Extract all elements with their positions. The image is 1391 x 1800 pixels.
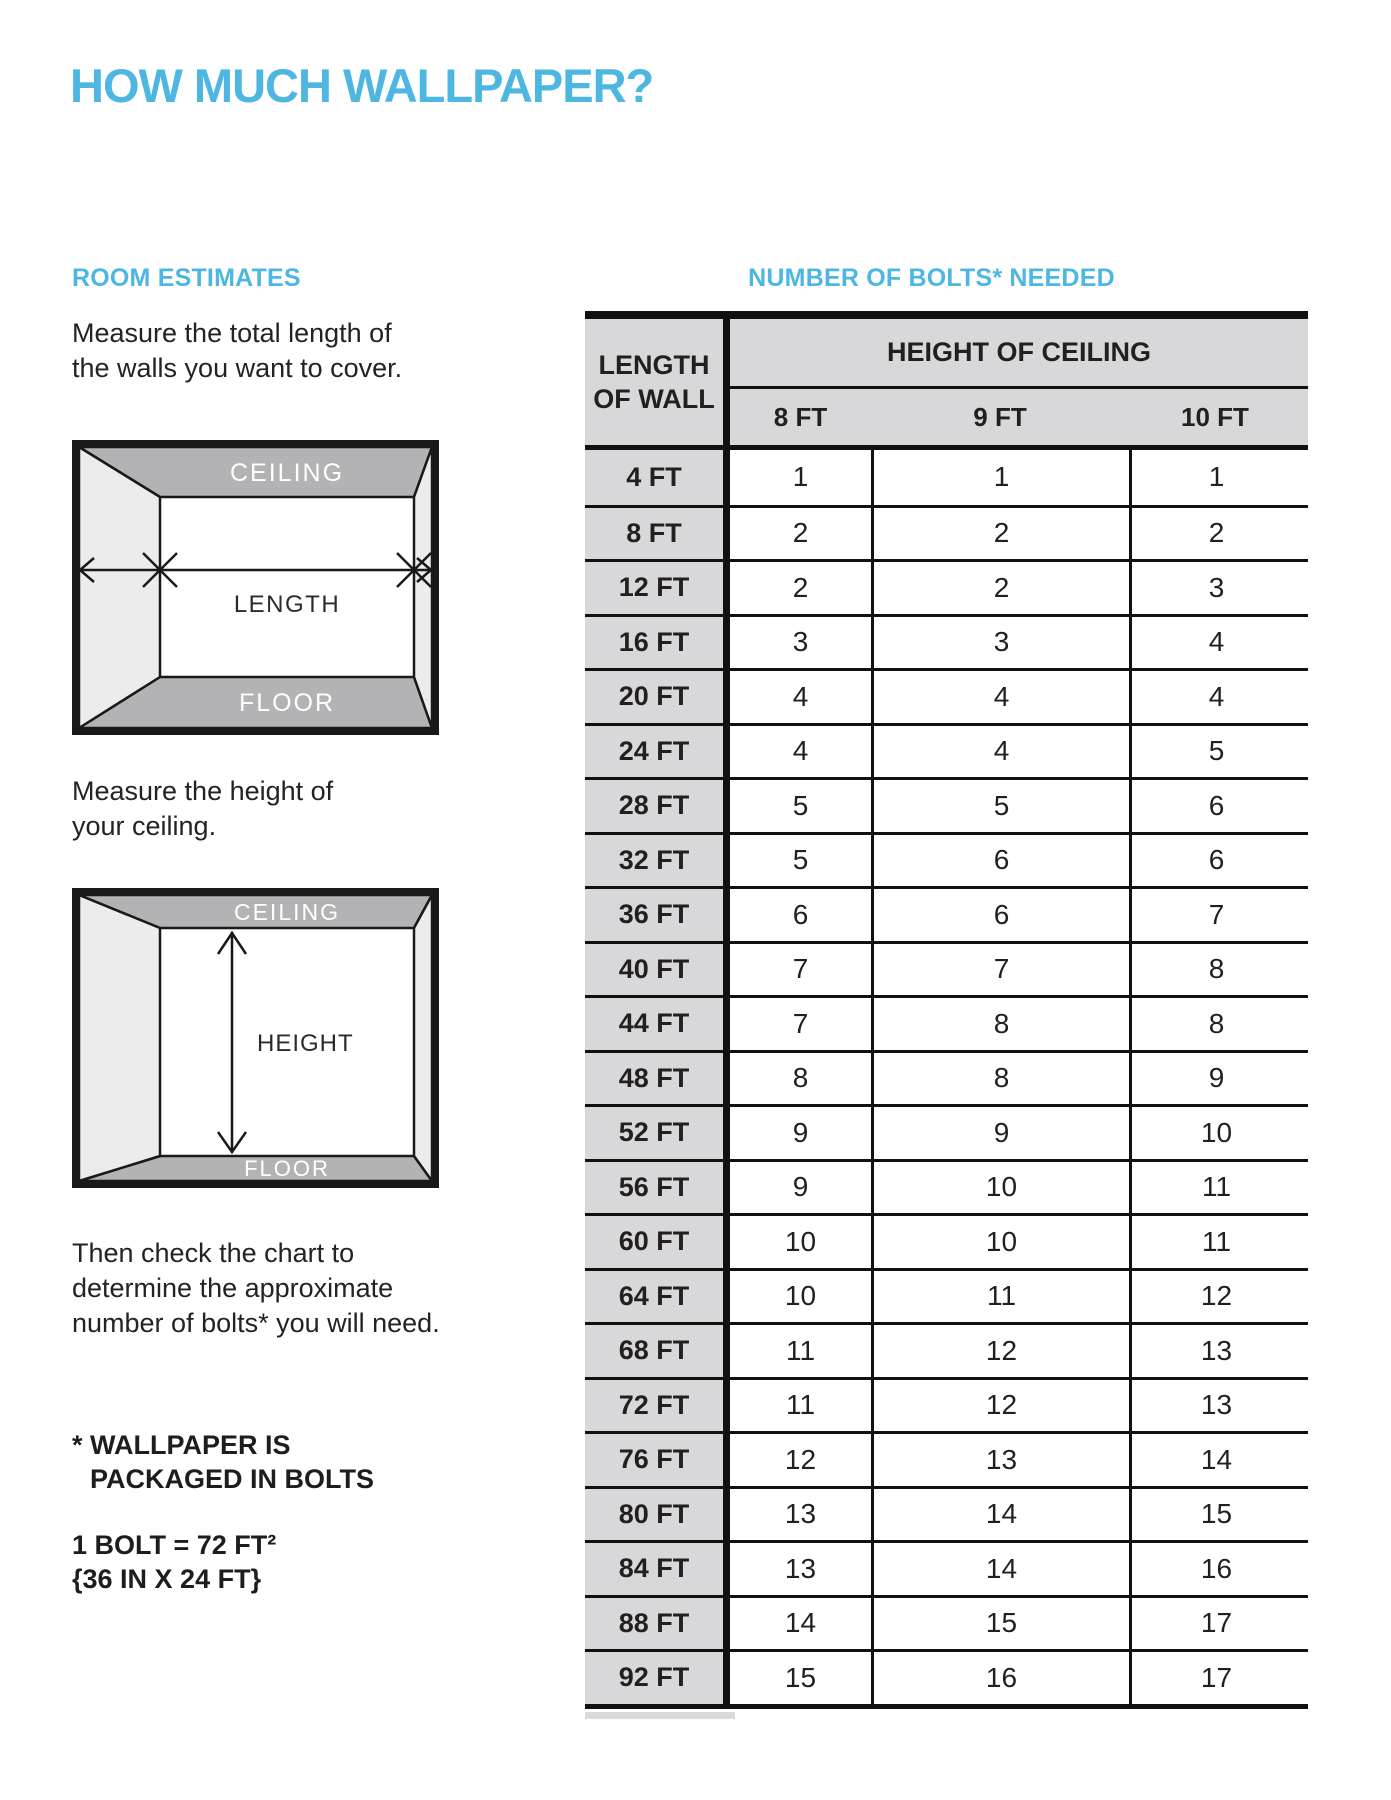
page-title: HOW MUCH WALLPAPER? [70,59,654,112]
bolts-value-cell-9ft: 13 [871,1434,1129,1486]
table-row [585,505,1308,560]
bolts-value-cell-10ft: 11 [1129,1162,1301,1214]
bolts-value-cell-8ft: 13 [730,1489,871,1541]
wall-length-cell: 80 FT [585,1489,730,1541]
bolts-footnote [72,1428,374,1496]
table-row [585,1540,1308,1595]
table-row [585,1649,1308,1704]
bolts-value-cell-9ft: 8 [871,1053,1129,1105]
length-label: LENGTH [233,591,341,618]
paragraph-line: Measure the height of [72,776,334,806]
bolts-value-cell-9ft: 4 [871,671,1129,723]
bolts-value-cell-9ft: 6 [871,835,1129,887]
bolts-value-cell-10ft: 12 [1129,1271,1301,1323]
bolts-value-cell-9ft: 15 [871,1598,1129,1650]
ceiling-label: CEILING [229,459,345,487]
bolts-value-cell-10ft: 13 [1129,1325,1301,1377]
height-of-ceiling-header: HEIGHT OF CEILING [730,319,1308,389]
wall-length-cell: 4 FT [585,450,730,505]
table-row [585,1595,1308,1650]
wall-length-cell: 40 FT [585,944,730,996]
bolts-value-cell-10ft: 3 [1129,562,1301,614]
bolts-value-cell-10ft: 16 [1129,1543,1301,1595]
bolts-value-cell-10ft: 8 [1129,998,1301,1050]
table-row [585,1486,1308,1541]
bolts-value-cell-9ft: 6 [871,889,1129,941]
bolts-value-cell-9ft: 7 [871,944,1129,996]
room-estimates-heading: ROOM ESTIMATES [72,264,301,292]
table-row [585,1050,1308,1105]
table-row [585,1322,1308,1377]
measure-height-paragraph [72,774,333,844]
bolts-value-cell-9ft: 16 [871,1652,1129,1704]
header-line: LENGTH [598,350,710,380]
bolts-value-cell-9ft: 9 [871,1107,1129,1159]
room-height-diagram [72,888,439,1193]
paragraph-line: number of bolts* you will need. [72,1308,440,1338]
bolts-value-cell-8ft: 8 [730,1053,871,1105]
bolts-value-cell-8ft: 7 [730,998,871,1050]
bolts-value-cell-8ft: 11 [730,1380,871,1432]
wall-length-cell: 56 FT [585,1162,730,1214]
bolts-value-cell-8ft: 10 [730,1271,871,1323]
bolt-size-line: 1 BOLT = 72 FT² [72,1530,277,1560]
room-length-illustration [72,440,439,735]
wall-length-cell: 72 FT [585,1380,730,1432]
bolts-value-cell-8ft: 9 [730,1162,871,1214]
table-row [585,1431,1308,1486]
ceiling-header-group [730,319,1308,445]
bolts-value-cell-10ft: 2 [1129,508,1301,560]
wall-length-cell: 8 FT [585,508,730,560]
wall-length-cell: 68 FT [585,1325,730,1377]
bolts-value-cell-8ft: 11 [730,1325,871,1377]
bolts-value-cell-8ft: 5 [730,835,871,887]
left-wall-panel [79,895,160,1181]
wall-length-cell: 64 FT [585,1271,730,1323]
ceiling-label: CEILING [233,899,341,925]
table-row [585,886,1308,941]
height-label: HEIGHT [257,1030,354,1057]
table-row [585,1268,1308,1323]
table-row [585,995,1308,1050]
wall-length-cell: 24 FT [585,726,730,778]
bolts-value-cell-10ft: 17 [1129,1652,1301,1704]
floor-label: FLOOR [244,1156,330,1181]
wall-length-cell: 20 FT [585,671,730,723]
right-wall-panel [414,447,432,728]
bolts-value-cell-10ft: 4 [1129,617,1301,669]
table-header [585,319,1308,450]
bolts-needed-heading: NUMBER OF BOLTS* NEEDED [748,264,1115,292]
wall-length-cell: 92 FT [585,1652,730,1704]
bolts-value-cell-9ft: 4 [871,726,1129,778]
footnote-line: PACKAGED IN BOLTS [90,1464,375,1494]
wall-length-cell: 44 FT [585,998,730,1050]
wall-length-cell: 60 FT [585,1216,730,1268]
left-wall-panel [79,447,160,728]
bolts-value-cell-8ft: 4 [730,671,871,723]
bolts-value-cell-8ft: 4 [730,726,871,778]
bolt-size-info [72,1528,276,1596]
bolts-table-heading-wrap [570,264,1293,293]
wall-length-cell: 28 FT [585,780,730,832]
bolts-value-cell-8ft: 13 [730,1543,871,1595]
wall-length-cell: 36 FT [585,889,730,941]
bolts-value-cell-10ft: 7 [1129,889,1301,941]
bolts-value-cell-9ft: 12 [871,1380,1129,1432]
table-row [585,1213,1308,1268]
paragraph-line: your ceiling. [72,811,217,841]
bolts-value-cell-10ft: 11 [1129,1216,1301,1268]
bolts-value-cell-8ft: 9 [730,1107,871,1159]
table-row [585,1159,1308,1214]
right-wall-panel [414,895,432,1181]
paragraph-line: determine the approximate [72,1273,394,1303]
header-line: OF WALL [593,384,715,414]
wall-length-cell: 32 FT [585,835,730,887]
bolts-value-cell-9ft: 5 [871,780,1129,832]
bolts-value-cell-10ft: 15 [1129,1489,1301,1541]
bolts-value-cell-10ft: 13 [1129,1380,1301,1432]
bolts-value-cell-9ft: 8 [871,998,1129,1050]
room-height-illustration [72,888,439,1188]
wall-length-cell: 88 FT [585,1598,730,1650]
check-chart-paragraph [72,1236,440,1341]
table-row [585,1104,1308,1159]
table-top-border [585,311,1308,319]
column-header-8ft: 8 FT [773,401,828,432]
bolts-value-cell-10ft: 4 [1129,671,1301,723]
bolts-value-cell-10ft: 1 [1129,450,1301,505]
bolts-value-cell-8ft: 12 [730,1434,871,1486]
column-header-10ft: 10 FT [1181,401,1249,432]
room-length-diagram [72,440,439,740]
bolts-table [585,311,1308,1709]
table-body [585,450,1308,1704]
bolts-value-cell-9ft: 3 [871,617,1129,669]
footnote-line: * WALLPAPER IS [72,1430,291,1460]
bolts-value-cell-9ft: 11 [871,1271,1129,1323]
table-row [585,559,1308,614]
table-row [585,777,1308,832]
bolts-value-cell-8ft: 2 [730,562,871,614]
bolts-value-cell-8ft: 2 [730,508,871,560]
table-row [585,723,1308,778]
bolt-size-line: {36 IN X 24 FT} [72,1564,262,1594]
bolts-value-cell-10ft: 14 [1129,1434,1301,1486]
measure-length-paragraph [72,316,402,386]
floor-label: FLOOR [238,689,336,717]
paragraph-line: the walls you want to cover. [72,353,403,383]
bolts-value-cell-8ft: 6 [730,889,871,941]
bolts-value-cell-9ft: 14 [871,1543,1129,1595]
bolts-value-cell-10ft: 8 [1129,944,1301,996]
wall-length-cell: 76 FT [585,1434,730,1486]
ceiling-height-columns [730,389,1308,445]
wall-length-cell: 52 FT [585,1107,730,1159]
paragraph-line: Then check the chart to [72,1238,355,1268]
bolts-value-cell-8ft: 1 [730,450,871,505]
bolts-value-cell-10ft: 6 [1129,835,1301,887]
table-footer-strip [585,1712,735,1719]
table-row [585,668,1308,723]
bolts-value-cell-10ft: 9 [1129,1053,1301,1105]
bolts-value-cell-9ft: 10 [871,1162,1129,1214]
bolts-value-cell-10ft: 5 [1129,726,1301,778]
bolts-value-cell-9ft: 10 [871,1216,1129,1268]
bolts-value-cell-10ft: 17 [1129,1598,1301,1650]
wall-length-cell: 16 FT [585,617,730,669]
bolts-value-cell-8ft: 5 [730,780,871,832]
wall-length-cell: 84 FT [585,1543,730,1595]
bolts-value-cell-9ft: 12 [871,1325,1129,1377]
bolts-value-cell-9ft: 1 [871,450,1129,505]
table-row [585,941,1308,996]
column-header-9ft: 9 FT [973,401,1027,432]
paragraph-line: Measure the total length of [72,318,392,348]
bolts-value-cell-8ft: 3 [730,617,871,669]
bolts-value-cell-10ft: 10 [1129,1107,1301,1159]
bolts-value-cell-9ft: 2 [871,562,1129,614]
bolts-value-cell-9ft: 2 [871,508,1129,560]
bolts-value-cell-8ft: 15 [730,1652,871,1704]
table-row [585,1377,1308,1432]
bolts-value-cell-10ft: 6 [1129,780,1301,832]
bolts-value-cell-8ft: 7 [730,944,871,996]
table-row [585,832,1308,887]
bolts-value-cell-9ft: 14 [871,1489,1129,1541]
bolts-value-cell-8ft: 14 [730,1598,871,1650]
table-row [585,614,1308,669]
table-row [585,450,1308,505]
wall-length-cell: 12 FT [585,562,730,614]
bolts-value-cell-8ft: 10 [730,1216,871,1268]
wall-length-cell: 48 FT [585,1053,730,1105]
length-of-wall-header [585,319,730,445]
